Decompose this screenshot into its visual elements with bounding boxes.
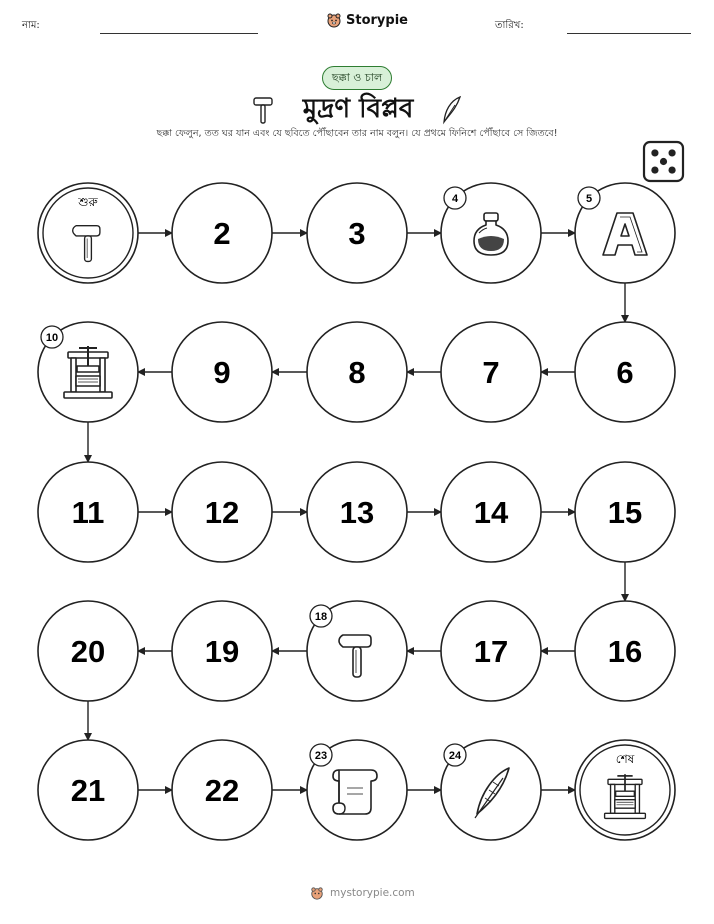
cell-number: 21	[70, 773, 106, 808]
board-cell-24[interactable]	[441, 740, 541, 840]
cell-number: 8	[348, 355, 366, 390]
name-label: নাম:	[22, 20, 40, 31]
cell-badge-number: 10	[45, 332, 59, 344]
board-cell-20[interactable]	[38, 601, 138, 701]
board-cell-17[interactable]	[441, 601, 541, 701]
board-cell-2[interactable]	[172, 183, 272, 283]
board-cell-5[interactable]	[575, 183, 675, 283]
cell-number: 16	[607, 634, 643, 669]
board-cell-22[interactable]	[172, 740, 272, 840]
cell-number: 2	[213, 216, 231, 251]
board-cell-25[interactable]	[575, 740, 675, 840]
board-cell-12[interactable]	[172, 462, 272, 562]
board-cell-11[interactable]	[38, 462, 138, 562]
end-label: শেষ	[615, 752, 635, 766]
cell-badge-number: 5	[585, 193, 593, 205]
date-label: তারিখ:	[495, 20, 524, 31]
board-cell-19[interactable]	[172, 601, 272, 701]
board-cells	[38, 183, 675, 840]
cell-badge-number: 24	[448, 750, 462, 762]
board-cell-14[interactable]	[441, 462, 541, 562]
cell-badge-number: 23	[314, 750, 328, 762]
cell-badge-number: 18	[314, 611, 328, 623]
cell-number: 17	[473, 634, 509, 669]
start-label: শুরু	[78, 195, 98, 209]
cell-number: 13	[339, 495, 375, 530]
board-cell-6[interactable]	[575, 322, 675, 422]
title-text: মুদ্রণ বিপ্লব	[302, 94, 414, 124]
dice-pip	[651, 166, 658, 173]
board-cell-3[interactable]	[307, 183, 407, 283]
cell-number: 9	[213, 355, 231, 390]
dice-pip	[651, 149, 658, 156]
scroll-icon	[333, 770, 377, 814]
instructions: ছক্কা ফেলুন, তত ঘর যান এবং যে ছবিতে পৌঁছাবেন তার নাম বলুন। যে প্রথমে ফিনিশে পৌঁছাবে সে জিতবে!	[156, 128, 558, 139]
board-cell-7[interactable]	[441, 322, 541, 422]
cell-number: 3	[348, 216, 366, 251]
game-type-tag: ছক্কা ও চাল	[322, 66, 392, 90]
board-cell-16[interactable]	[575, 601, 675, 701]
board-cell-1[interactable]	[38, 183, 138, 283]
footer-url[interactable]: mystorypie.com	[330, 887, 415, 899]
dice-pip	[660, 158, 667, 165]
footer	[310, 886, 415, 900]
cell-number: 6	[616, 355, 634, 390]
board-cell-15[interactable]	[575, 462, 675, 562]
board-cell-8[interactable]	[307, 322, 407, 422]
brand-name: Storypie	[346, 12, 408, 28]
dice-pip	[668, 166, 675, 173]
dice-pip	[668, 149, 675, 156]
board-cell-23[interactable]	[307, 740, 407, 840]
cell-number: 20	[70, 634, 106, 669]
cell-number: 11	[71, 495, 105, 530]
board-cell-18[interactable]	[307, 601, 407, 701]
cell-number: 22	[204, 773, 240, 808]
board-cell-10[interactable]	[38, 322, 138, 422]
cell-number: 7	[482, 355, 500, 390]
dice-icon	[644, 142, 683, 181]
cell-badge-number: 4	[451, 193, 459, 205]
cell-number: 15	[607, 495, 643, 530]
board-cell-13[interactable]	[307, 462, 407, 562]
cell-number: 14	[473, 495, 509, 530]
cell-number: 19	[204, 634, 240, 669]
board-cell-21[interactable]	[38, 740, 138, 840]
board-cell-4[interactable]	[441, 183, 541, 283]
storypie-mascot-icon	[310, 886, 324, 900]
cell-number: 12	[204, 495, 240, 530]
board-cell-9[interactable]	[172, 322, 272, 422]
